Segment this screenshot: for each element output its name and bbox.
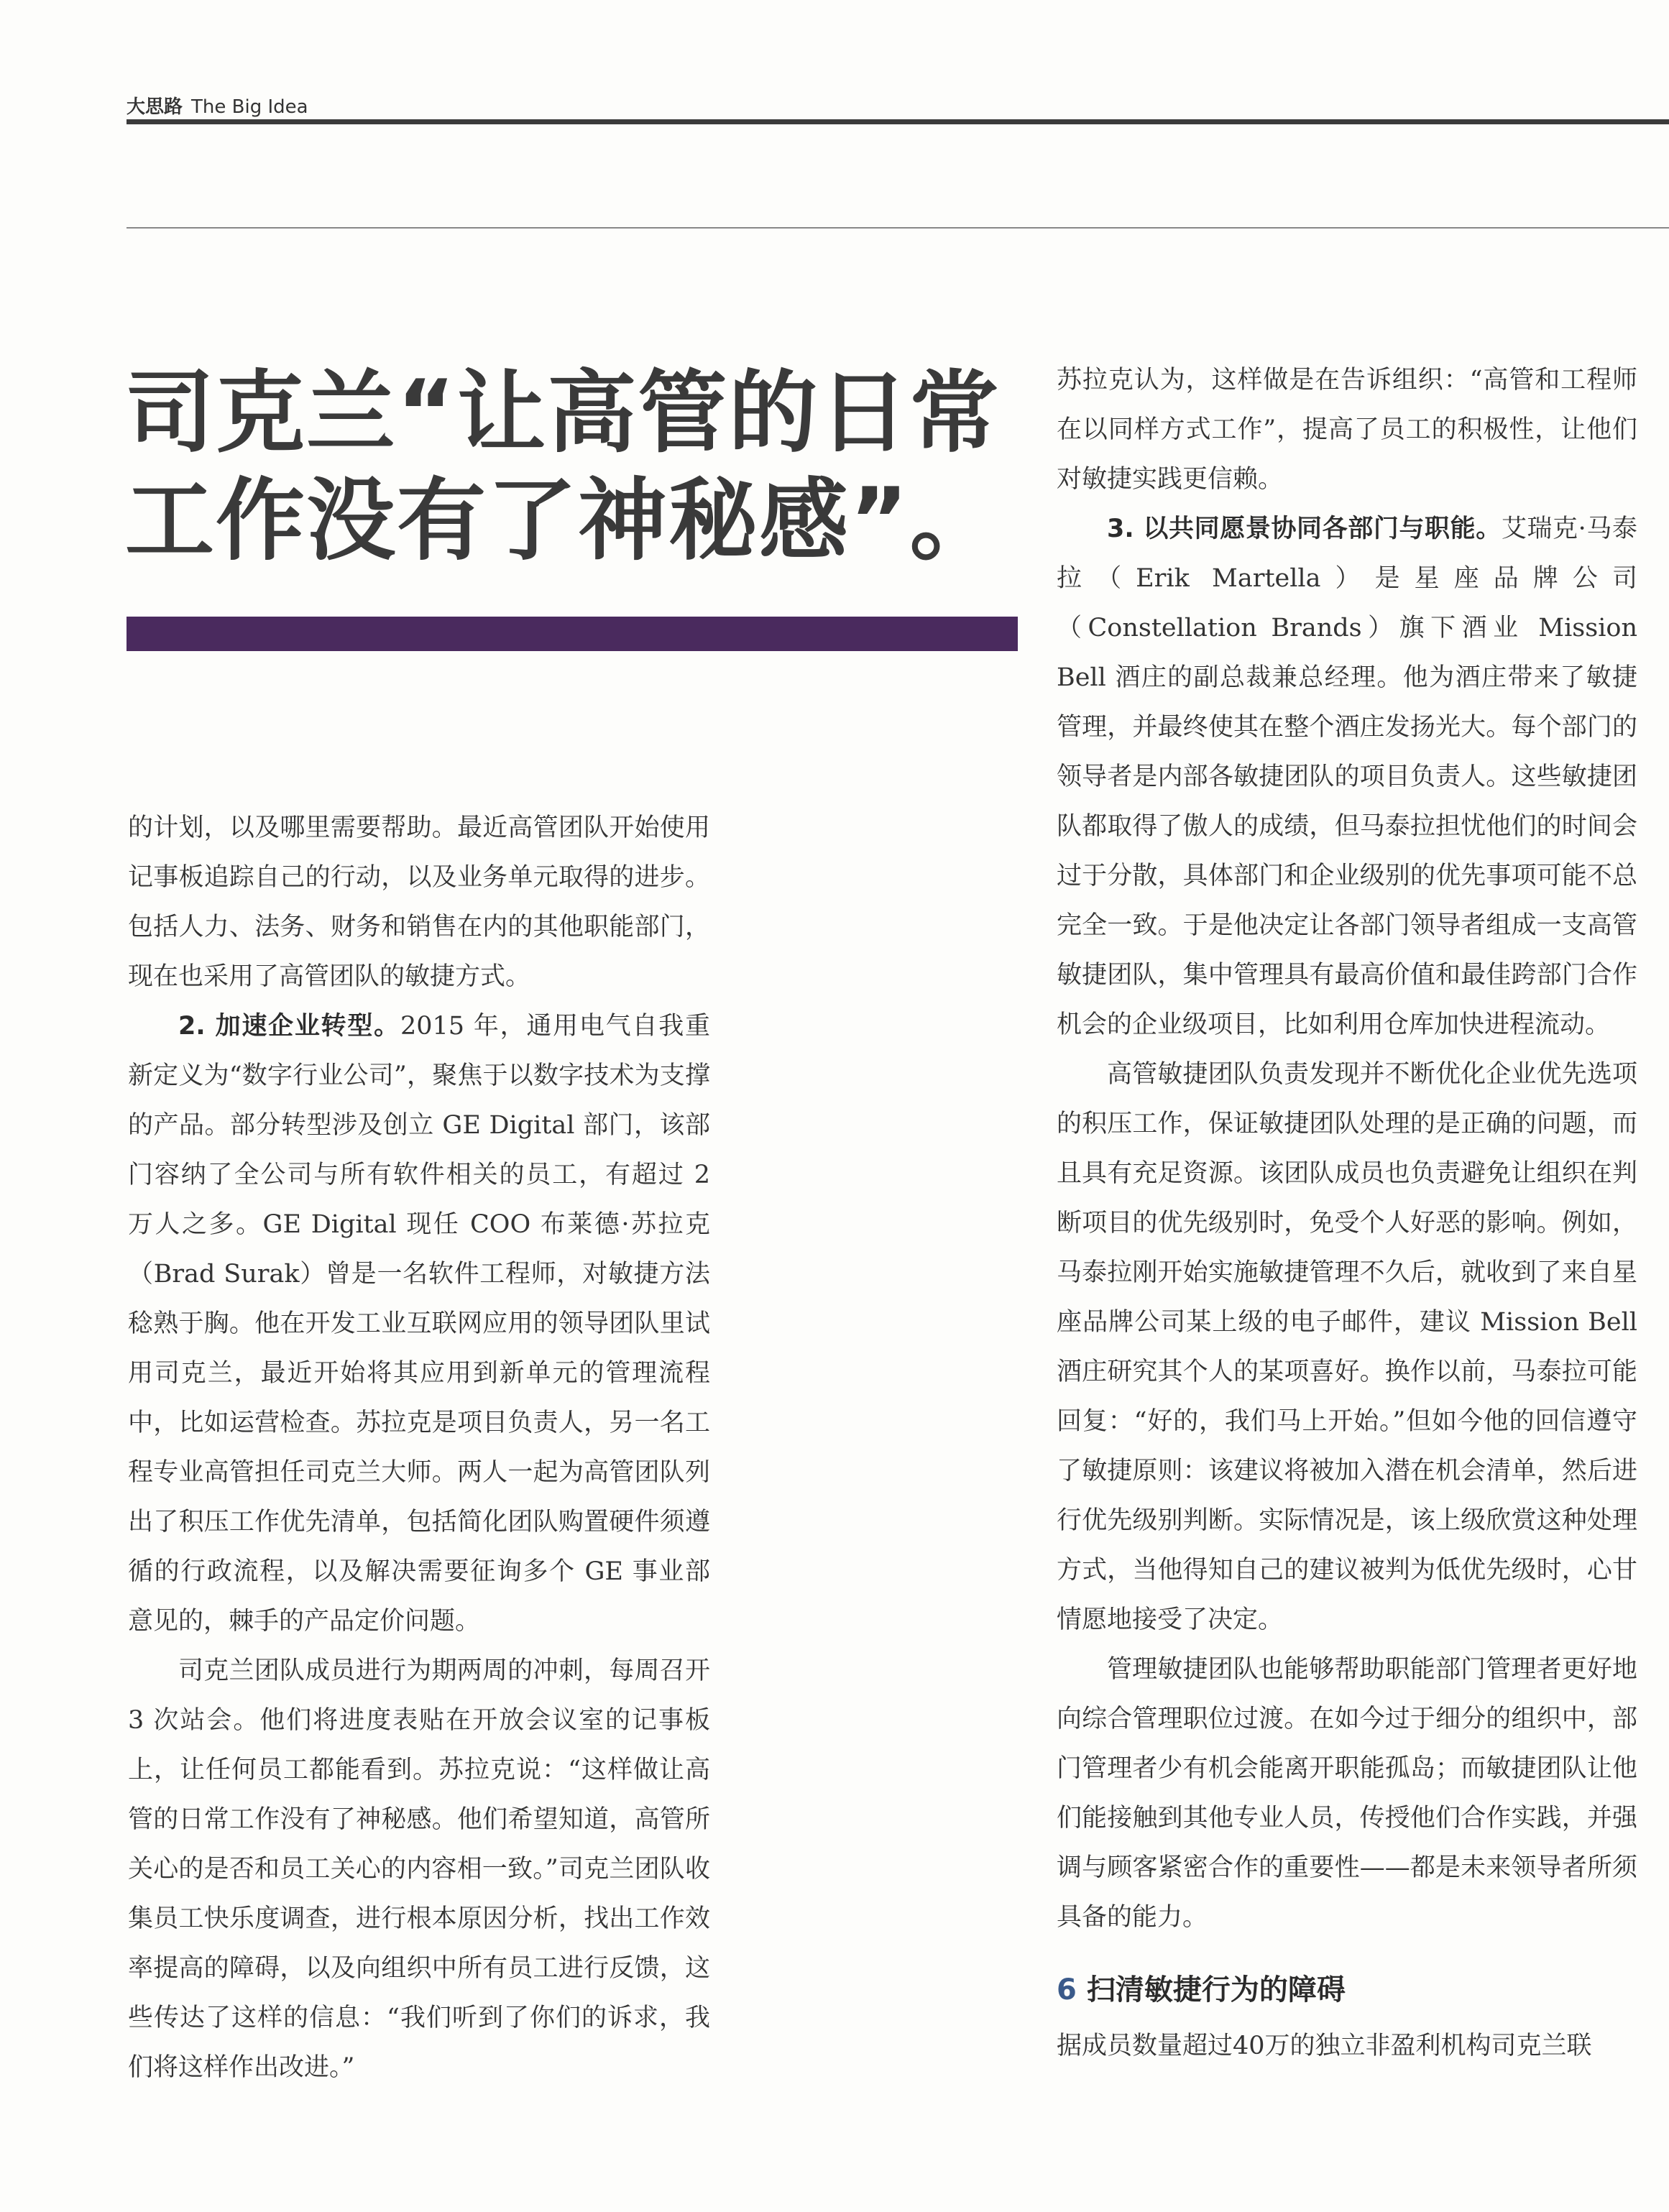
paragraph: 高管敏捷团队负责发现并不断优化企业优先选项的积压工作，保证敏捷团队处理的是正确的问题，而且具有充足资源。该团队成员也负责避免让组织在判断项目的优先级别时，免受个人好恶的影响。例如，马泰拉刚开始实施敏捷管理不久后，就收到了来自星座品牌公司某上级的电子邮件，建议 Mission Bell 酒庄研究其个人的某项喜好。换作以前，马泰拉可能回复：“好的，我们马上开始。”但如今他的回信遵守了敏捷原则：该建议将被加入潜在机会清单，然后进行优先级别判断。实际情况是，该上级欣赏这种处理方式，当他得知自己的建议被判为低优先级时，心甘情愿地接受了决定。	[1057, 1060, 1637, 1634]
title-line-1: 司克兰“让高管的日常	[125, 361, 1001, 465]
header-section-en: The Big Idea	[191, 96, 308, 118]
running-header	[127, 92, 308, 119]
paragraph: 司克兰团队成员进行为期两周的冲刺，每周召开 3 次站会。他们将进度表贴在开放会议室的记事板上，让任何员工都能看到。苏拉克说：“这样做让高管的日常工作没有了神秘感。他们希望知道，高管所关心的是否和员工关心的内容相一致。”司克兰团队收集员工快乐度调查，进行根本原因分析，找出工作效率提高的障碍，以及向组织中所有员工进行反馈，这些传达了这样的信息：“我们听到了你们的诉求，我们将这样作出改进。”	[128, 1656, 710, 2082]
section-title: 扫清敏捷行为的障碍	[1086, 1973, 1346, 2006]
paragraph	[128, 1002, 710, 1646]
run-in-heading: 2. 加速企业转型。	[178, 1012, 400, 1041]
paragraph: 管理敏捷团队也能够帮助职能部门管理者更好地向综合管理职位过渡。在如今过于细分的组织中，部门管理者少有机会能离开职能孤岛；而敏捷团队让他们能接触到其他专业人员，传授他们合作实践，并强调与顾客紧密合作的重要性——都是未来领导者所须具备的能力。	[1057, 1655, 1637, 1932]
article-title	[125, 359, 1031, 575]
left-column	[128, 803, 710, 2093]
thin-rule	[127, 227, 1669, 229]
header-section-cn: 大思路	[127, 96, 183, 118]
paragraph: 的计划，以及哪里需要帮助。最近高管团队开始使用记事板追踪自己的行动，以及业务单元取得的进步。包括人力、法务、财务和销售在内的其他职能部门，现在也采用了高管团队的敏捷方式。	[128, 814, 710, 991]
section-number: 6	[1057, 1973, 1077, 2006]
title-line-2: 工作没有了神秘感”。	[125, 469, 1001, 573]
paragraph-text: 2015 年，通用电气自我重新定义为“数字行业公司”，聚焦于以数字技术为支撑的产品。部分转型涉及创立 GE Digital 部门，该部门容纳了全公司与所有软件相关的员工，有超过 2 万人之多。GE Digital 现任 COO 布莱德·苏拉克（Brad Surak）曾是一名软件工程师，对敏捷方法稔熟于胸。他在开发工业互联网应用的领导团队里试用司克兰，最近开始将其应用到新单元的管理流程中，比如运营检查。苏拉克是项目负责人，另一名工程专业高管担任司克兰大师。两人一起为高管团队列出了积压工作优先清单，包括简化团队购置硬件须遵循的行政流程，以及解决需要征询多个 GE 事业部意见的，棘手的产品定价问题。	[128, 1012, 710, 1636]
title-accent-bar	[127, 617, 1018, 651]
paragraph: 据成员数量超过40万的独立非盈利机构司克兰联	[1057, 2032, 1592, 2060]
section-heading	[1057, 1967, 1637, 2013]
header-rule	[127, 119, 1669, 124]
paragraph	[1057, 504, 1637, 1050]
paragraph: 苏拉克认为，这样做是在告诉组织：“高管和工程师在以同样方式工作”，提高了员工的积极性，让他们对敏捷实践更信赖。	[1057, 366, 1637, 494]
paragraph-text: 艾瑞克·马泰拉（Erik Martella）是星座品牌公司（Constellation Brands）旗下酒业 Mission Bell 酒庄的副总裁兼总经理。他为酒庄带来了敏捷管理，并最终使其在整个酒庄发扬光大。每个部门的领导者是内部各敏捷团队的项目负责人。这些敏捷团队都取得了傲人的成绩，但马泰拉担忧他们的时间会过于分散，具体部门和企业级别的优先事项可能不总完全一致。于是他决定让各部门领导者组成一支高管敏捷团队，集中管理具有最高价值和最佳跨部门合作机会的企业级项目，比如利用仓库加快进程流动。	[1057, 515, 1637, 1039]
run-in-heading: 3. 以共同愿景协同各部门与职能。	[1107, 515, 1502, 543]
right-column	[1057, 356, 1637, 2071]
